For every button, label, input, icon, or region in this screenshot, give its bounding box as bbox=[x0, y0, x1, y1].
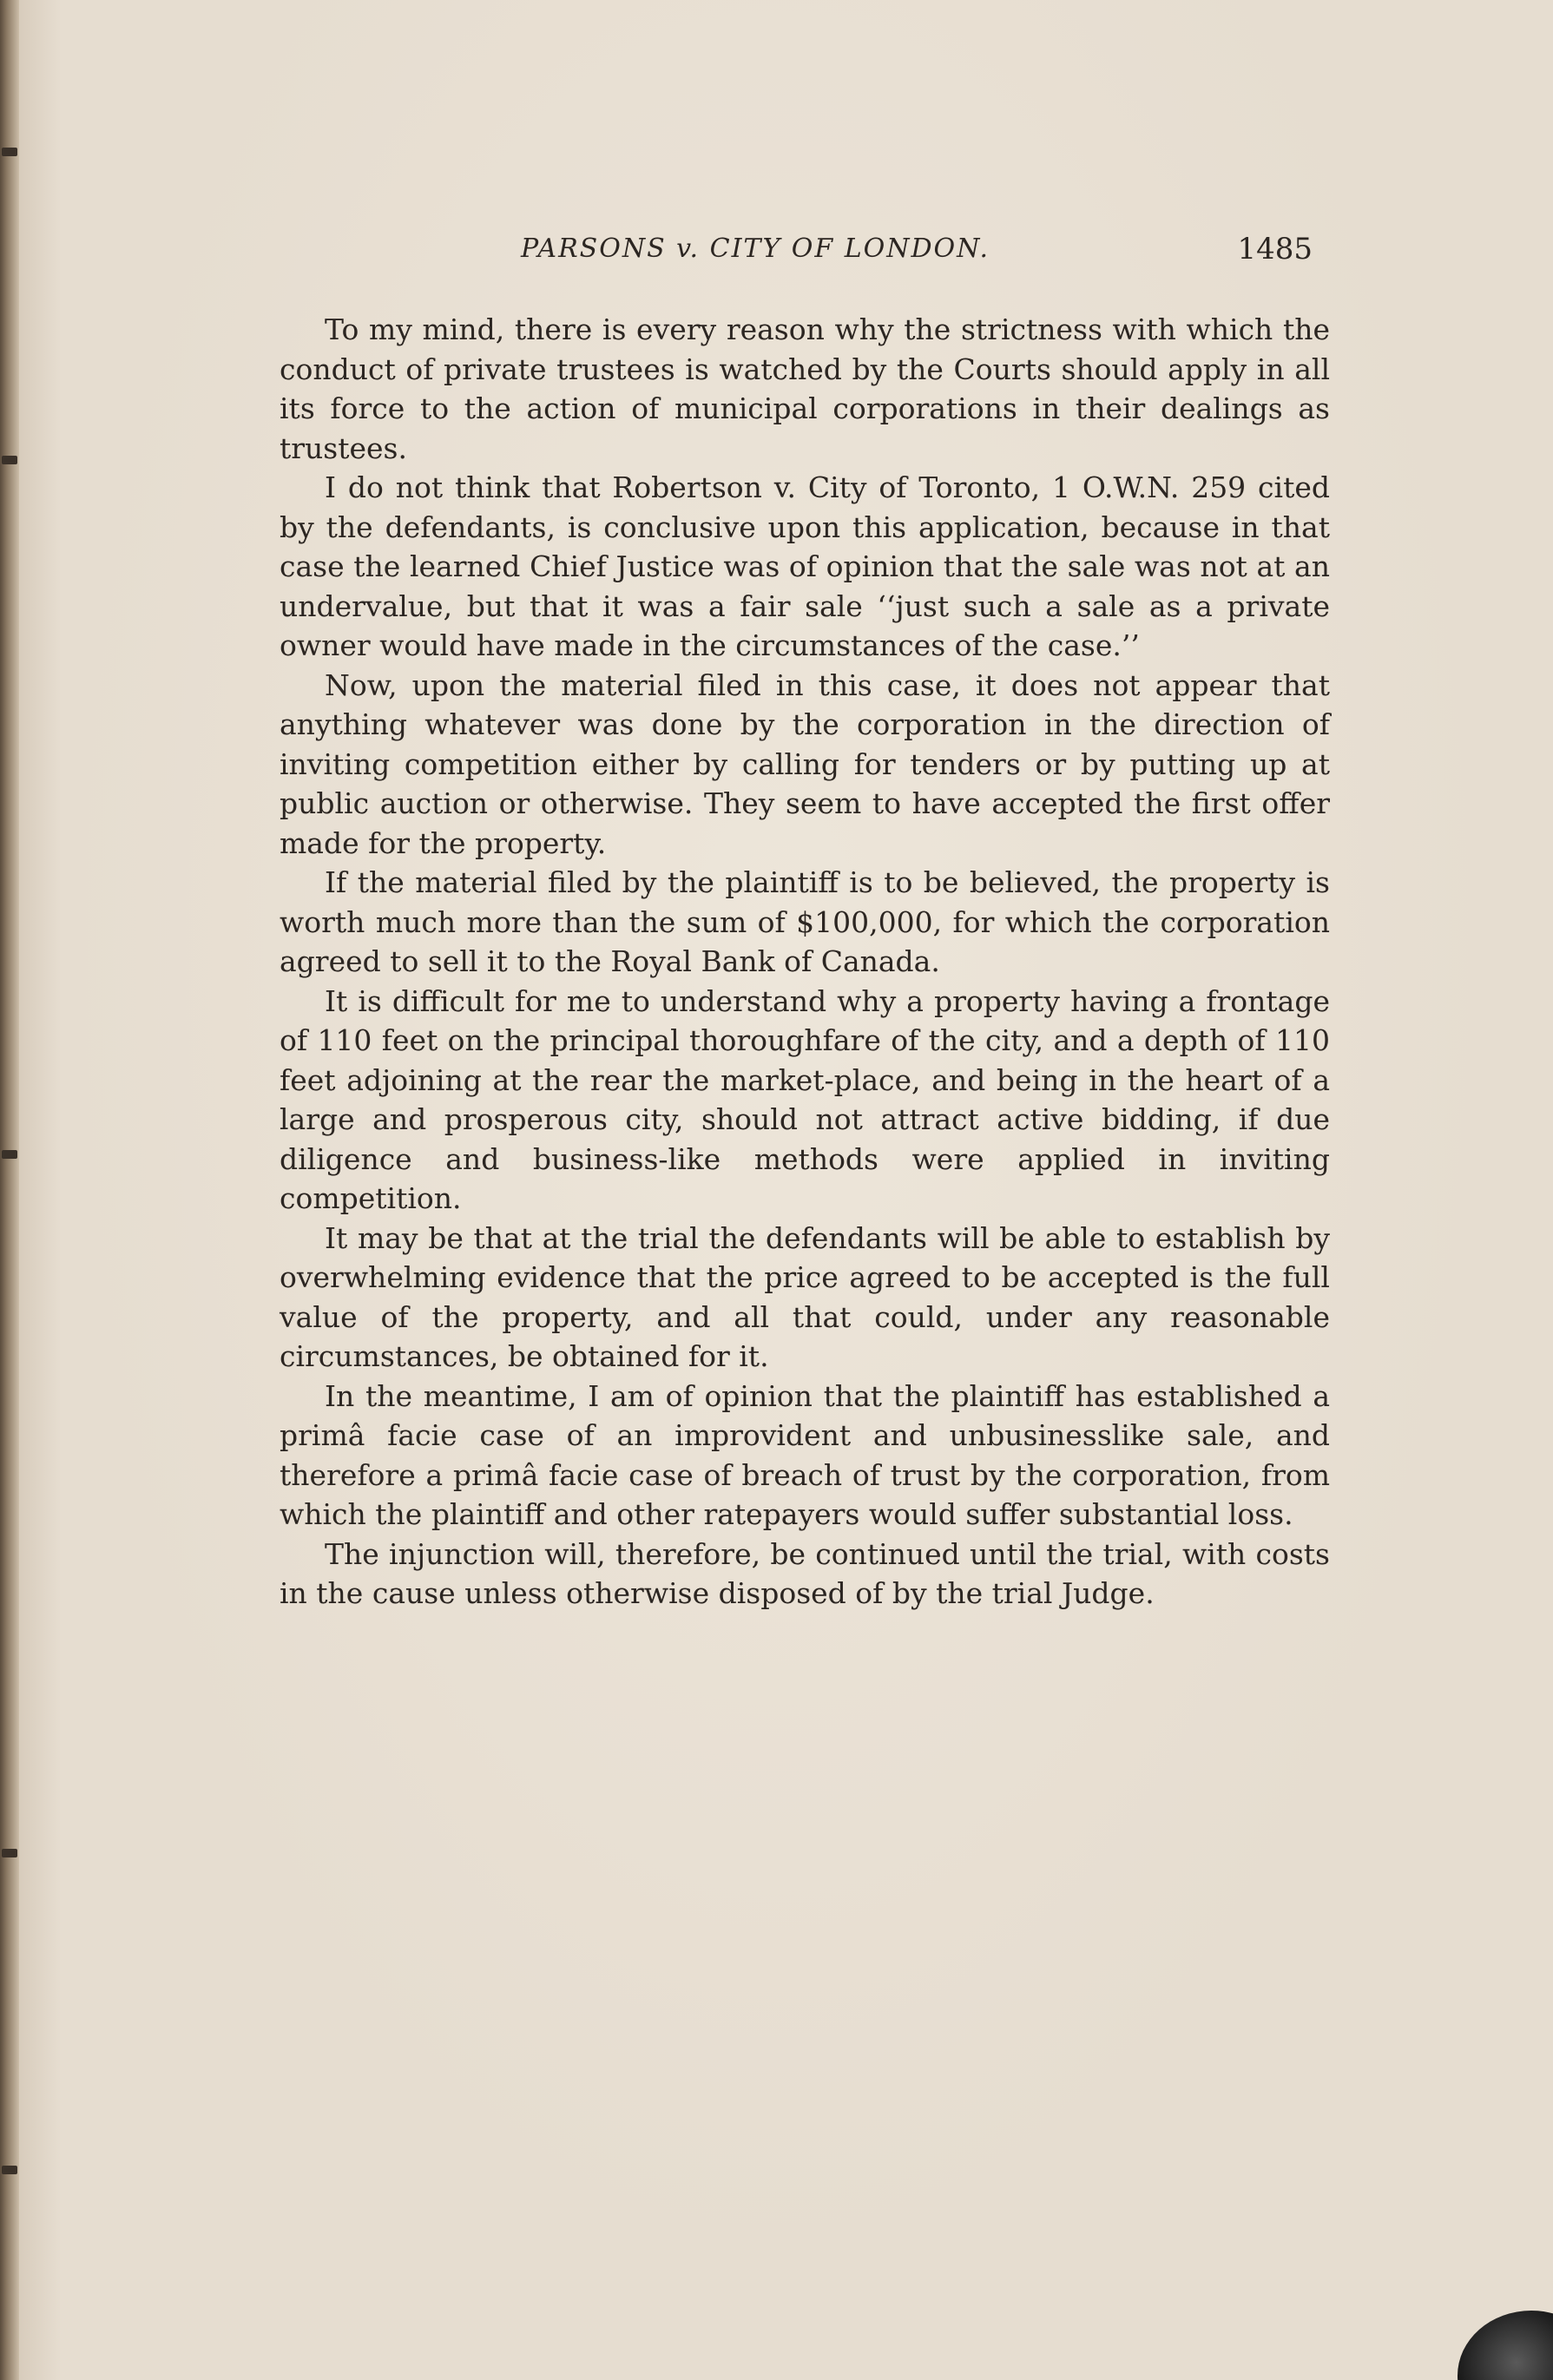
binding-mark bbox=[2, 1849, 17, 1857]
binding-mark bbox=[2, 148, 17, 156]
paragraph: It is difficult for me to understand why a property having a frontage of 110 feet on the principal thoroughfare of the city, and a depth of 110 feet adjoining at the rear the market-place, and being in the heart of a large and prosperous city, should not attract active bidding, if due diligence and business-like methods were applied in inviting competition. bbox=[280, 983, 1330, 1215]
paragraph: If the material filed by the plaintiff is to be believed, the property is worth much more than the sum of $100,000, for which the corporation agreed to sell it to the Royal Bank of Canada. bbox=[280, 865, 1330, 978]
paragraph: In the meantime, I am of opinion that the plaintiff has established a primâ facie case of an improvident and unbusinesslike sale, and therefore a primâ facie case of breach of trust by the corporation, from which the plaintiff and other ratepayers would suffer substantial loss. bbox=[280, 1378, 1330, 1531]
paragraph: To my mind, there is every reason why the strictness with which the conduct of private trustees is watched by the Courts should apply in all its force to the action of municipal corporations in their dealings as trustees. bbox=[280, 312, 1330, 465]
binding-mark bbox=[2, 456, 17, 464]
paragraph: It may be that at the trial the defendants will be able to establish by overwhelming evidence that the price agreed to be accepted is the full value of the property, and all that could, under any reasonable circumstances, be obtained for it. bbox=[280, 1220, 1330, 1373]
corner-shadow bbox=[1458, 2311, 1553, 2380]
running-head: PARSONS v. CITY OF LONDON. bbox=[521, 233, 990, 264]
page-header bbox=[521, 228, 1313, 270]
binding-mark bbox=[2, 2166, 17, 2174]
paragraph: Now, upon the material filed in this case, it does not appear that anything whatever was done by the corporation in the direction of inviting competition either by calling for tenders or by putting up at public auction or otherwise. They seem to have accepted the first offer made for the property. bbox=[280, 667, 1330, 860]
binding-mark bbox=[2, 1150, 17, 1159]
body-text bbox=[280, 310, 1330, 1614]
paragraph: The injunction will, therefore, be continued until the trial, with costs in the cause unless otherwise disposed of by the trial Judge. bbox=[280, 1536, 1330, 1610]
paragraph: I do not think that Robertson v. City of Toronto, 1 O.W.N. 259 cited by the defendants, is conclusive upon this application, because in that case the learned Chief Justice was of opinion that the sale was not at an undervalue, but that it was a fair sale ‘‘just such a sale as a private owner would have made in the circumstances of the case.’’ bbox=[280, 470, 1330, 662]
page-number: 1485 bbox=[1237, 232, 1313, 266]
page-binding-edge bbox=[0, 0, 19, 2380]
